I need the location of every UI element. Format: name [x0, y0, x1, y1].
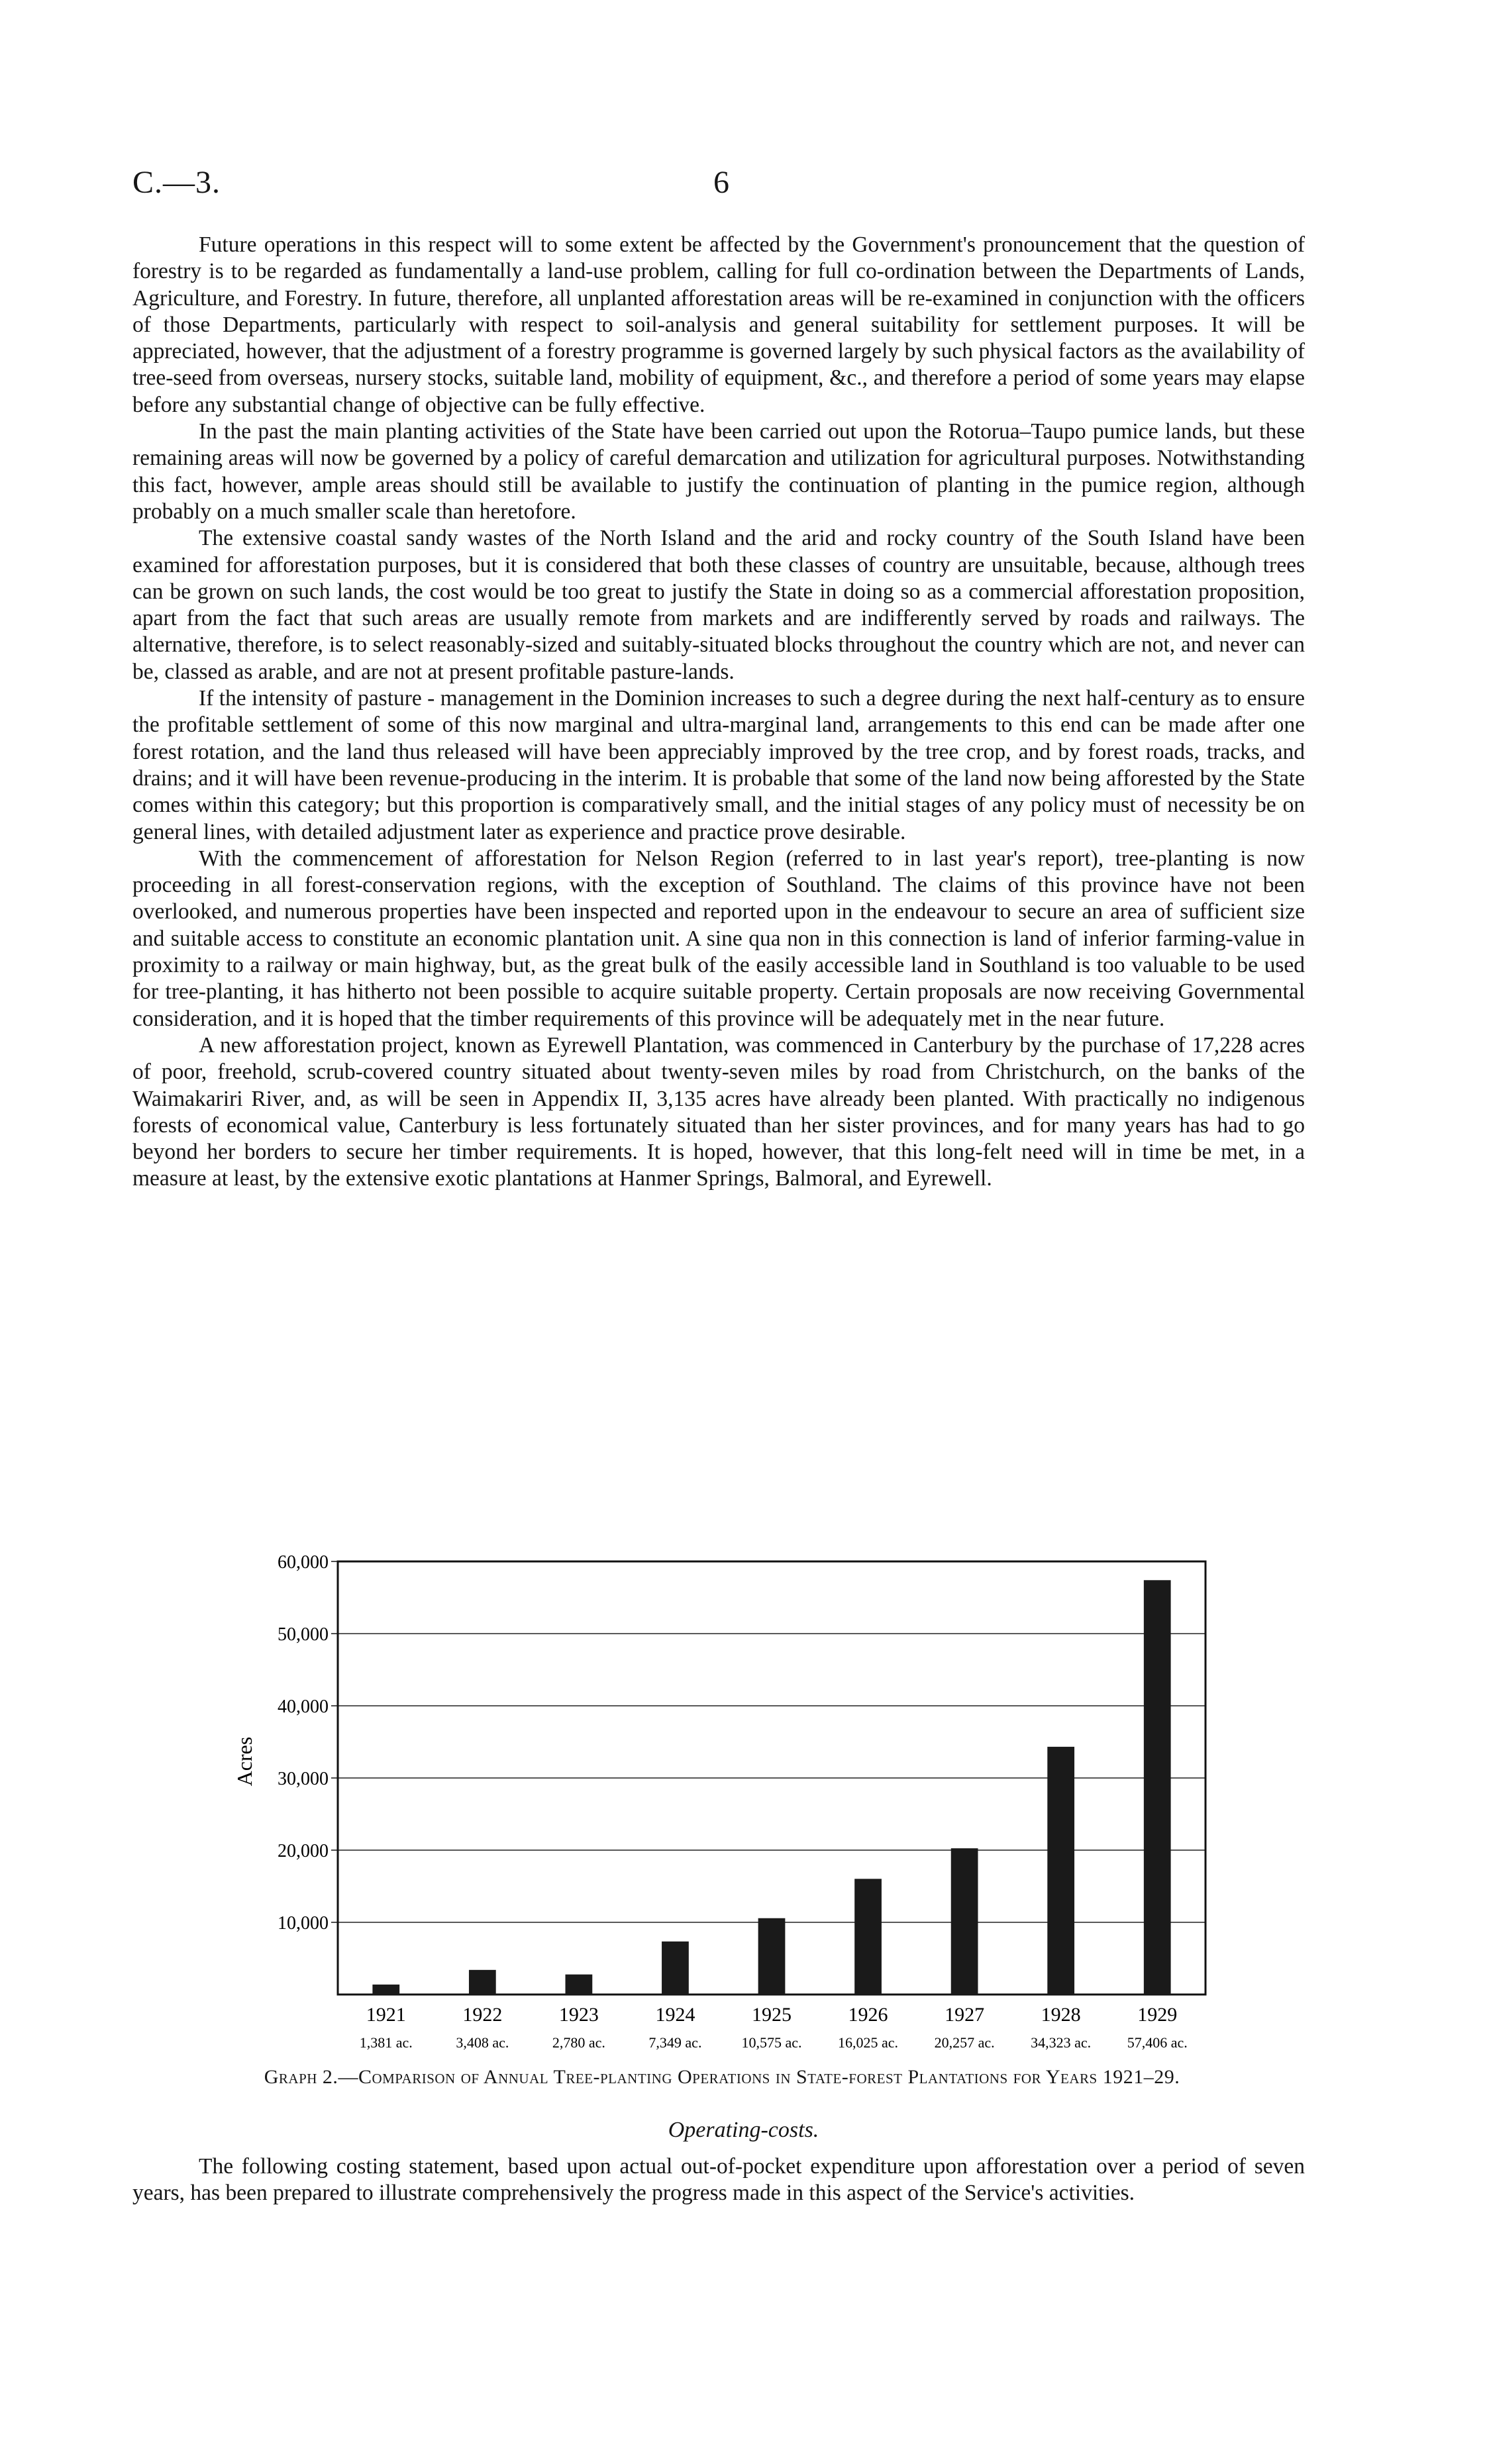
bar-value-label: 20,257 ac.	[934, 2034, 995, 2051]
bar	[758, 1918, 786, 1995]
x-tick-label: 1921	[366, 2004, 406, 2026]
body-text	[132, 232, 1305, 1193]
bar-chart-svg	[219, 1550, 1225, 2053]
figure-caption	[132, 2066, 1311, 2089]
y-tick-label: 10,000	[278, 1913, 329, 1934]
y-tick-label: 40,000	[278, 1697, 329, 1717]
x-tick-label: 1924	[655, 2004, 695, 2026]
bar-value-label: 1,381 ac.	[359, 2034, 413, 2051]
paragraph: The extensive coastal sandy wastes of the North Island and the arid and rocky country of the South Island have been examined for afforestation purposes, but it is considered that both these classes of country are unsuitable, because, although trees can be grown on such lands, the cost would be too great to justify the State in doing so as a commercial afforestation proposition, apart from the fact that such areas are usually remote from markets and are indifferently served by roads and railways. The alternative, therefore, is to select reasonably-sized and suitably-situated blocks throughout the country which are not, and never can be, classed as arable, and are not at present profitable pasture-lands.	[132, 526, 1305, 684]
bar-value-label: 57,406 ac.	[1127, 2034, 1188, 2051]
paragraph: The following costing statement, based upon actual out-of-pocket expenditure upon afforestation over a period of seven years, has been prepared to illustrate comprehensively the progress made in this aspect of the Service's activities.	[132, 2154, 1305, 2206]
bar	[662, 1942, 689, 1995]
x-tick-label: 1927	[945, 2004, 985, 2026]
paragraph: With the commencement of afforestation for Nelson Region (referred to in last year's report), tree-planting is now proceeding in all forest-conservation regions, with the exception of Southland. The claims of this province have not been overlooked, and numerous properties have been inspected and reported upon in the endeavour to secure an area of sufficient size and suitable access to constitute an economic plantation unit. A sine qua non in this connection is land of inferior farming-value in proximity to a railway or main highway, but, as the great bulk of the easily accessible land in Southland is too valuable to be used for tree-planting, it has hitherto not been possible to acquire suitable property. Certain proposals are now receiving Governmental consideration, and it is hoped that the timber requirements of this province will be adequately met in the near future.	[132, 846, 1305, 1031]
caption-text: —Comparison of Annual Tree-planting Operations in State-forest Plantations for Years 1921–29.	[338, 2066, 1180, 2088]
x-tick-label: 1925	[752, 2004, 792, 2026]
bar-value-label: 16,025 ac.	[838, 2034, 899, 2051]
bar-value-label: 2,780 ac.	[552, 2034, 605, 2051]
bar-value-label: 3,408 ac.	[456, 2034, 509, 2051]
paragraph: A new afforestation project, known as Eyrewell Plantation, was commenced in Canterbury by the purchase of 17,228 acres of poor, freehold, scrub-covered country situated about twenty-seven miles by road from Christchurch, on the banks of the Waimakariri River, and, as will be seen in Appendix II, 3,135 acres have already been planted. With practically no indigenous forests of economical value, Canterbury is less fortunately situated than her sister provinces, and for many years has had to go beyond her borders to secure her timber requirements. It is hoped, however, that this long-felt need will in time be met, in a measure at least, by the extensive exotic plantations at Hanmer Springs, Balmoral, and Eyrewell.	[132, 1032, 1305, 1191]
paragraph: In the past the main planting activities of the State have been carried out upon the Rotorua–Taupo pumice lands, but these remaining areas will now be governed by a policy of careful demarcation and utilization for agricultural purposes. Notwithstanding this fact, however, ample areas should still be available to justify the continuation of planting in the pumice region, although probably on a much smaller scale than heretofore.	[132, 419, 1305, 524]
bar-value-label: 34,323 ac.	[1031, 2034, 1092, 2051]
caption-label: Graph 2.	[264, 2066, 338, 2088]
y-tick-label: 50,000	[278, 1624, 329, 1645]
bar	[951, 1848, 978, 1995]
x-tick-label: 1929	[1137, 2004, 1178, 2026]
paragraph: Future operations in this respect will to some extent be affected by the Government's pronouncement that the question of forestry is to be regarded as fundamentally a land-use problem, calling for full co-ordination between the Departments of Lands, Agriculture, and Forestry. In future, therefore, all unplanted afforestation areas will be re-examined in conjunction with the officers of those Departments, particularly with respect to soil-analysis and general suitability for settlement purposes. It will be appreciated, however, that the adjustment of a forestry programme is governed largely by such physical factors as the availability of tree-seed from overseas, nursery stocks, suitable land, mobility of equipment, &c., and therefore a period of some years may elapse before any substantial change of objective can be fully effective.	[132, 232, 1305, 417]
y-tick-label: 20,000	[278, 1841, 329, 1861]
bar	[1047, 1747, 1074, 1995]
bar	[566, 1975, 593, 1995]
closing-text	[132, 2153, 1305, 2207]
bar	[854, 1879, 882, 1995]
y-tick-label: 60,000	[278, 1552, 329, 1573]
bar	[372, 1985, 399, 1995]
page-number: 6	[713, 165, 729, 200]
x-tick-label: 1922	[462, 2004, 503, 2026]
y-axis-label: Acres	[232, 1736, 256, 1787]
bar-value-label: 7,349 ac.	[648, 2034, 702, 2051]
bar	[469, 1970, 496, 1995]
paragraph: If the intensity of pasture - management in the Dominion increases to such a degree during the next half-century as to ensure the profitable settlement of some of this now marginal and ultra-marginal land, arrangements to this end can be made after one forest rotation, and the land thus released will have been appreciably improved by the tree crop, and by forest roads, tracks, and drains; and it will have been revenue-producing in the interim. It is probable that some of the land now being afforested by the State comes within this category; but this proportion is comparatively small, and the initial stages of any policy must of necessity be on general lines, with detailed adjustment later as experience and practice prove desirable.	[132, 686, 1305, 844]
x-tick-label: 1926	[848, 2004, 888, 2026]
y-tick-label: 30,000	[278, 1769, 329, 1789]
x-tick-label: 1923	[558, 2004, 599, 2026]
bar-value-label: 10,575 ac.	[741, 2034, 802, 2051]
x-tick-label: 1928	[1041, 2004, 1081, 2026]
section-subheading: Operating-costs.	[668, 2118, 819, 2142]
bar	[1144, 1580, 1171, 1995]
document-code: C.—3.	[132, 165, 221, 200]
bar-chart	[219, 1550, 1225, 2053]
